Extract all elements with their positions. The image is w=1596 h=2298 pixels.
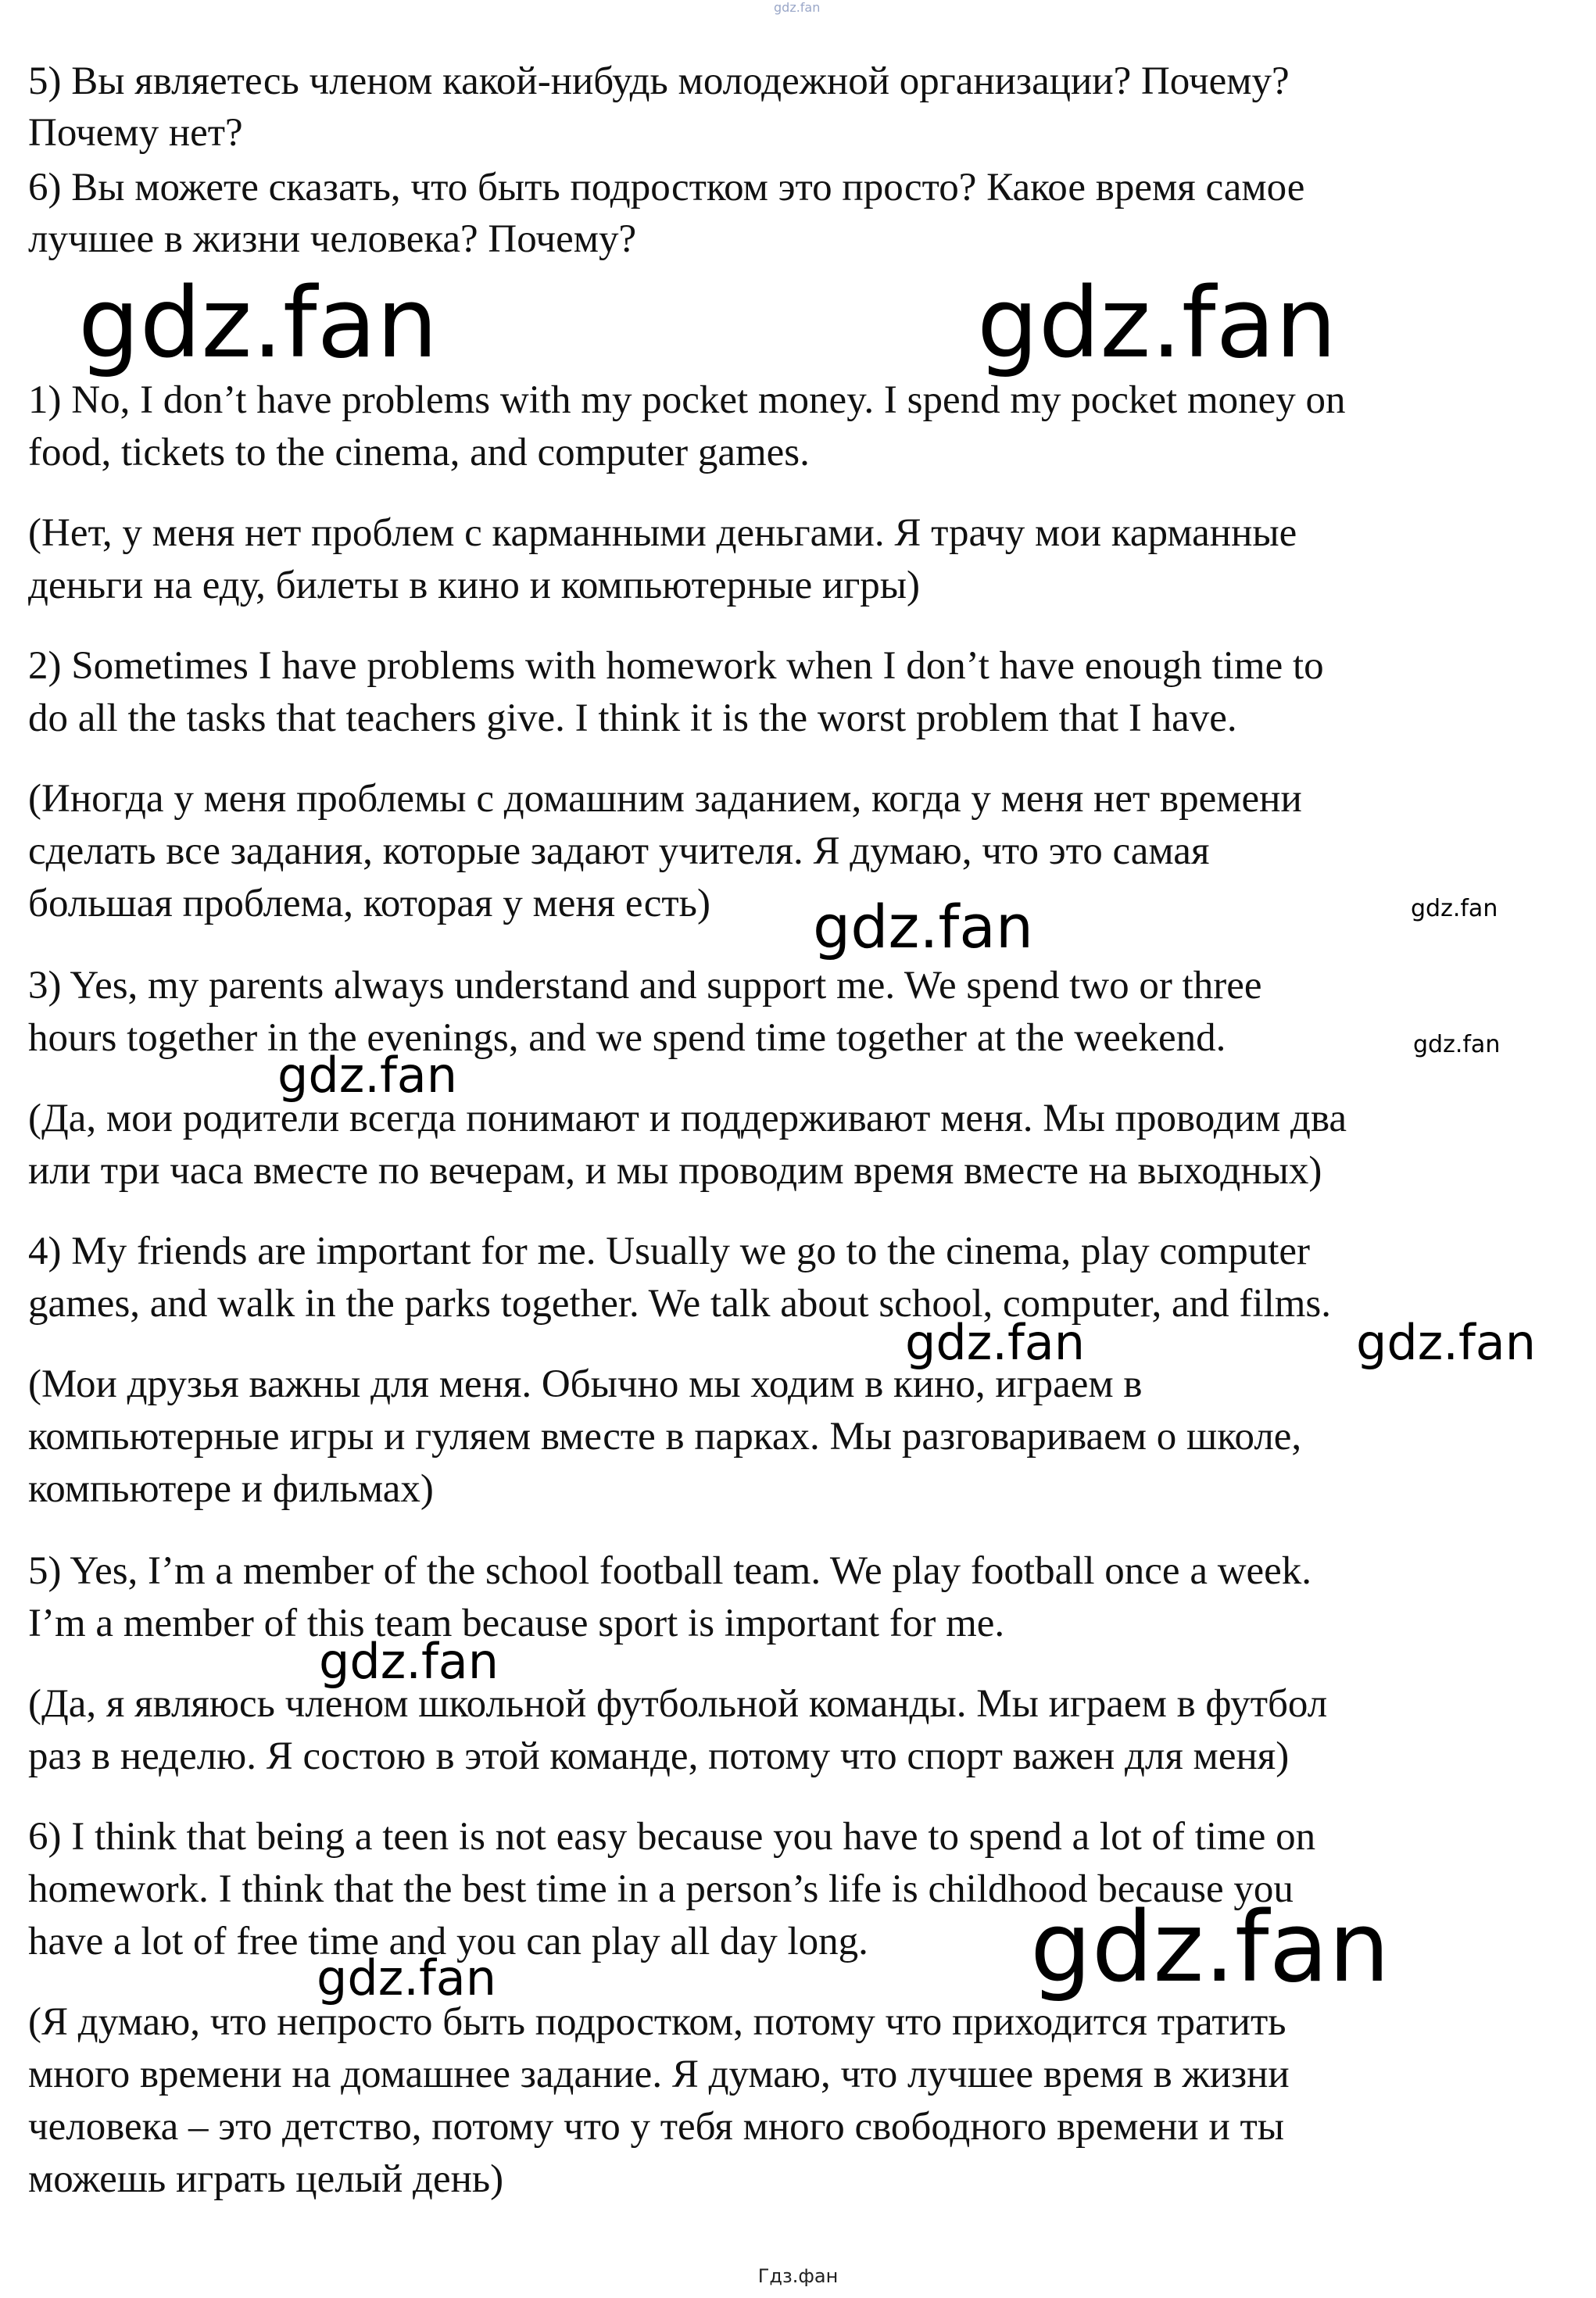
text-line: деньги на еду, билеты в кино и компьютерные игры): [28, 564, 921, 607]
text-line: homework. I think that the best time in a person’s life is childhood because you: [28, 1867, 1294, 1911]
footer-watermark: Гдз.фан: [757, 2265, 839, 2287]
text-line: (Мои друзья важны для меня. Обычно мы ходим в кино, играем в: [28, 1362, 1143, 1406]
text-line: (Да, мои родители всегда понимают и поддерживают меня. Мы проводим два: [28, 1097, 1347, 1140]
watermark: gdz.fan: [277, 1047, 458, 1104]
text-line: лучшее в жизни человека? Почему?: [28, 217, 637, 261]
text-line: do all the tasks that teachers give. I think it is the worst problem that I have.: [28, 696, 1237, 740]
text-line: 3) Yes, my parents always understand and support me. We spend two or three: [28, 964, 1262, 1008]
text-line: или три часа вместе по вечерам, и мы проводим время вместе на выходных): [28, 1149, 1322, 1193]
text-line: (Иногда у меня проблемы с домашним заданием, когда у меня нет времени: [28, 777, 1302, 821]
text-line: Почему нет?: [28, 111, 243, 155]
watermark: gdz.fan: [977, 267, 1337, 380]
text-line: I’m a member of this team because sport is important for me.: [28, 1602, 1005, 1645]
text-line: 5) Вы являетесь членом какой-нибудь молодежной организации? Почему?: [28, 59, 1290, 103]
watermark: gdz.fan: [78, 267, 438, 380]
watermark: gdz.fan: [905, 1314, 1086, 1371]
watermark: gdz.fan: [319, 1633, 499, 1690]
text-line: 2) Sometimes I have problems with homework when I don’t have enough time to: [28, 644, 1324, 688]
watermark: gdz.fan: [813, 892, 1034, 961]
text-line: сделать все задания, которые задают учителя. Я думаю, что это самая: [28, 829, 1210, 873]
text-line: 5) Yes, I’m a member of the school football team. We play football once a week.: [28, 1549, 1312, 1593]
text-line: 4) My friends are important for me. Usually we go to the cinema, play computer: [28, 1230, 1311, 1273]
text-line: раз в неделю. Я состою в этой команде, потому что спорт важен для меня): [28, 1734, 1290, 1778]
text-line: 6) I think that being a teen is not easy because you have to spend a lot of time on: [28, 1815, 1316, 1859]
text-line: food, tickets to the cinema, and computer games.: [28, 431, 810, 474]
text-line: много времени на домашнее задание. Я думаю, что лучшее время в жизни: [28, 2053, 1290, 2096]
watermark: gdz.fan: [1413, 1031, 1501, 1058]
watermark: gdz.fan: [317, 1949, 497, 2006]
text-line: человека – это детство, потому что у тебя много свободного времени и ты: [28, 2105, 1285, 2149]
text-line: можешь играть целый день): [28, 2157, 504, 2201]
text-line: 6) Вы можете сказать, что быть подростком это просто? Какое время самое: [28, 166, 1305, 209]
text-line: have a lot of free time and you can play all day long.: [28, 1920, 868, 1963]
watermark: gdz.fan: [1411, 895, 1498, 922]
watermark: gdz.fan: [1356, 1314, 1537, 1371]
text-line: (Да, я являюсь членом школьной футбольной команды. Мы играем в футбол: [28, 1682, 1328, 1726]
text-line: games, and walk in the parks together. We talk about school, computer, and films.: [28, 1282, 1332, 1326]
text-line: компьютерные игры и гуляем вместе в парках. Мы разговариваем о школе,: [28, 1415, 1302, 1459]
text-line: (Я думаю, что непросто быть подростком, потому что приходится тратить: [28, 2000, 1286, 2044]
watermark: gdz.fan: [1030, 1892, 1390, 2004]
text-line: hours together in the evenings, and we spend time together at the weekend.: [28, 1016, 1226, 1060]
text-line: (Нет, у меня нет проблем с карманными деньгами. Я трачу мои карманные: [28, 511, 1297, 555]
text-line: 1) No, I don’t have problems with my pocket money. I spend my pocket money on: [28, 378, 1346, 422]
header-watermark: gdz.fan: [774, 0, 821, 15]
text-line: большая проблема, которая у меня есть): [28, 882, 710, 925]
text-line: компьютере и фильмах): [28, 1467, 434, 1511]
